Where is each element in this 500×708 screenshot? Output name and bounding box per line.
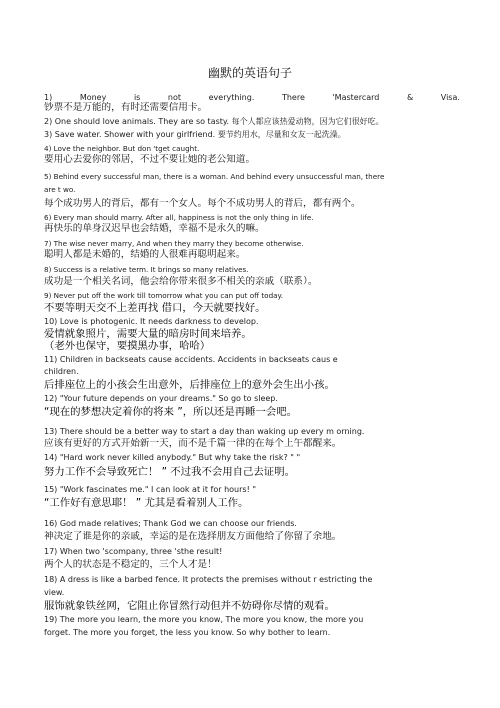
text-line: 努力工作不会导致死亡！ ” 不过我不会用自己去证明。 bbox=[44, 466, 295, 478]
text-line: 16) God made relatives; Thank God we can choose our friends. bbox=[44, 519, 297, 528]
text-line: 再快乐的单身汉迟早也会结婚，幸福不是永久的嘛。 bbox=[44, 223, 265, 234]
text-line: 12) "Your future depends on your dreams." So go to sleep. bbox=[44, 394, 278, 403]
text-line: 5) Behind every successful man, there is a woman. And behind every unsuccessful man, there bbox=[44, 172, 385, 181]
text-line: 3) Save water. Shower with your girlfriend. 要节约用水，尽量和女友一起洗澡。 bbox=[44, 130, 346, 139]
text-line: 19) The more you learn, the more you know, The more you know, the more you bbox=[44, 615, 364, 624]
text-line: are t wo. bbox=[44, 185, 76, 194]
text-line: 不要等明天交不上差再找 借口，今天就要找好。 bbox=[44, 302, 266, 314]
text-line: 应该有更好的方式开始新一天，而不是千篇一律的在每个上午都醒来。 bbox=[44, 438, 342, 449]
text-word: everything. bbox=[208, 93, 255, 102]
text-word: & bbox=[406, 93, 414, 102]
text-line: （老外也保守，要摸黑办事，哈哈） bbox=[44, 340, 211, 352]
text-line: 6) Every man should marry. After all, happiness is not the only thing in life. bbox=[44, 213, 314, 222]
text-line: 4) Love the neighbor. But don 'tget caught. bbox=[44, 144, 200, 153]
text-line: 7) The wise never marry, And when they marry they become otherwise. bbox=[44, 239, 304, 248]
text-line: forget. The more you forget, the less you know. So why bother to learn. bbox=[44, 628, 331, 637]
text-word: 'Mastercard bbox=[332, 93, 380, 102]
text-line: view. bbox=[44, 588, 65, 597]
text-line: 10) Love is photogenic. It needs darkness to develop. bbox=[44, 317, 259, 326]
text-line: 18) A dress is like a barbed fence. It protects the premises without r estricting the bbox=[44, 575, 373, 584]
text-word: Money bbox=[79, 93, 107, 102]
text-line: 聪明人都是未婚的，结婚的人很难再聪明起来。 bbox=[44, 249, 246, 260]
text-word: There bbox=[281, 93, 305, 102]
text-line: 后排座位上的小孩会生出意外，后排座位上的意外会生出小孩。 bbox=[44, 379, 335, 391]
text-line: 神决定了谁是你的亲戚，幸运的是在选择朋友方面他给了你留了余地。 bbox=[44, 531, 342, 542]
text-line: 17) When two 'scompany, three 'sthe result! bbox=[44, 547, 223, 556]
text-line: 2) One should love animals. They are so tasty. 每个人都应该热爱动物，因为它们很好吃。 bbox=[44, 117, 384, 126]
text-line: “工作好有意思耶！ ” 尤其是看着别人工作。 bbox=[44, 497, 249, 509]
text-word: is bbox=[133, 93, 141, 102]
text-line: 服饰就象铁丝网，它阻止你冒然行动但并不妨碍你尽情的观看。 bbox=[44, 600, 335, 612]
text-line: 8) Success is a relative term. It brings so many relatives. bbox=[44, 265, 249, 274]
document-title: 幽默的英语句子 bbox=[207, 66, 292, 80]
text-line: 要用心去爱你的邻居，不过不要让她的老公知道。 bbox=[44, 154, 256, 165]
text-line: 两个人的状态是不稳定的，三个人才是！ bbox=[44, 559, 217, 570]
text-word: Visa. bbox=[440, 93, 460, 102]
text-line: 14) "Hard work never killed anybody." But why take the risk? " " bbox=[44, 453, 301, 462]
text-line: “现在的梦想决定着你的将来 ”，所以还是再睡一会吧。 bbox=[44, 406, 298, 418]
text-word: 1) bbox=[44, 93, 53, 102]
text-line: 爱情就象照片，需要大量的暗房时间来培养。 bbox=[44, 328, 252, 340]
text-line: 成功是一个相关名词，他会给你带来很多不相关的亲戚（联系）。 bbox=[44, 276, 318, 287]
text-word: not bbox=[167, 93, 182, 102]
text-line: 9) Never put off the work till tomorrow what you can put off today. bbox=[44, 291, 284, 300]
text-line: children. bbox=[44, 367, 79, 376]
text-line: 15) "Work fascinates me." I can look at it for hours! " bbox=[44, 485, 257, 494]
text-line: 11) Children in backseats cause accidents. Accidents in backseats caus e bbox=[44, 355, 338, 364]
text-line: 钞票不是万能的，有时还需要信用卡。 bbox=[44, 102, 208, 113]
text-line: 13) There should be a better way to start a day than waking up every m orning. bbox=[44, 427, 365, 436]
text-line: 每个成功男人的背后，都有一个女人。每个不成功男人的背后，都有两个。 bbox=[44, 198, 361, 209]
